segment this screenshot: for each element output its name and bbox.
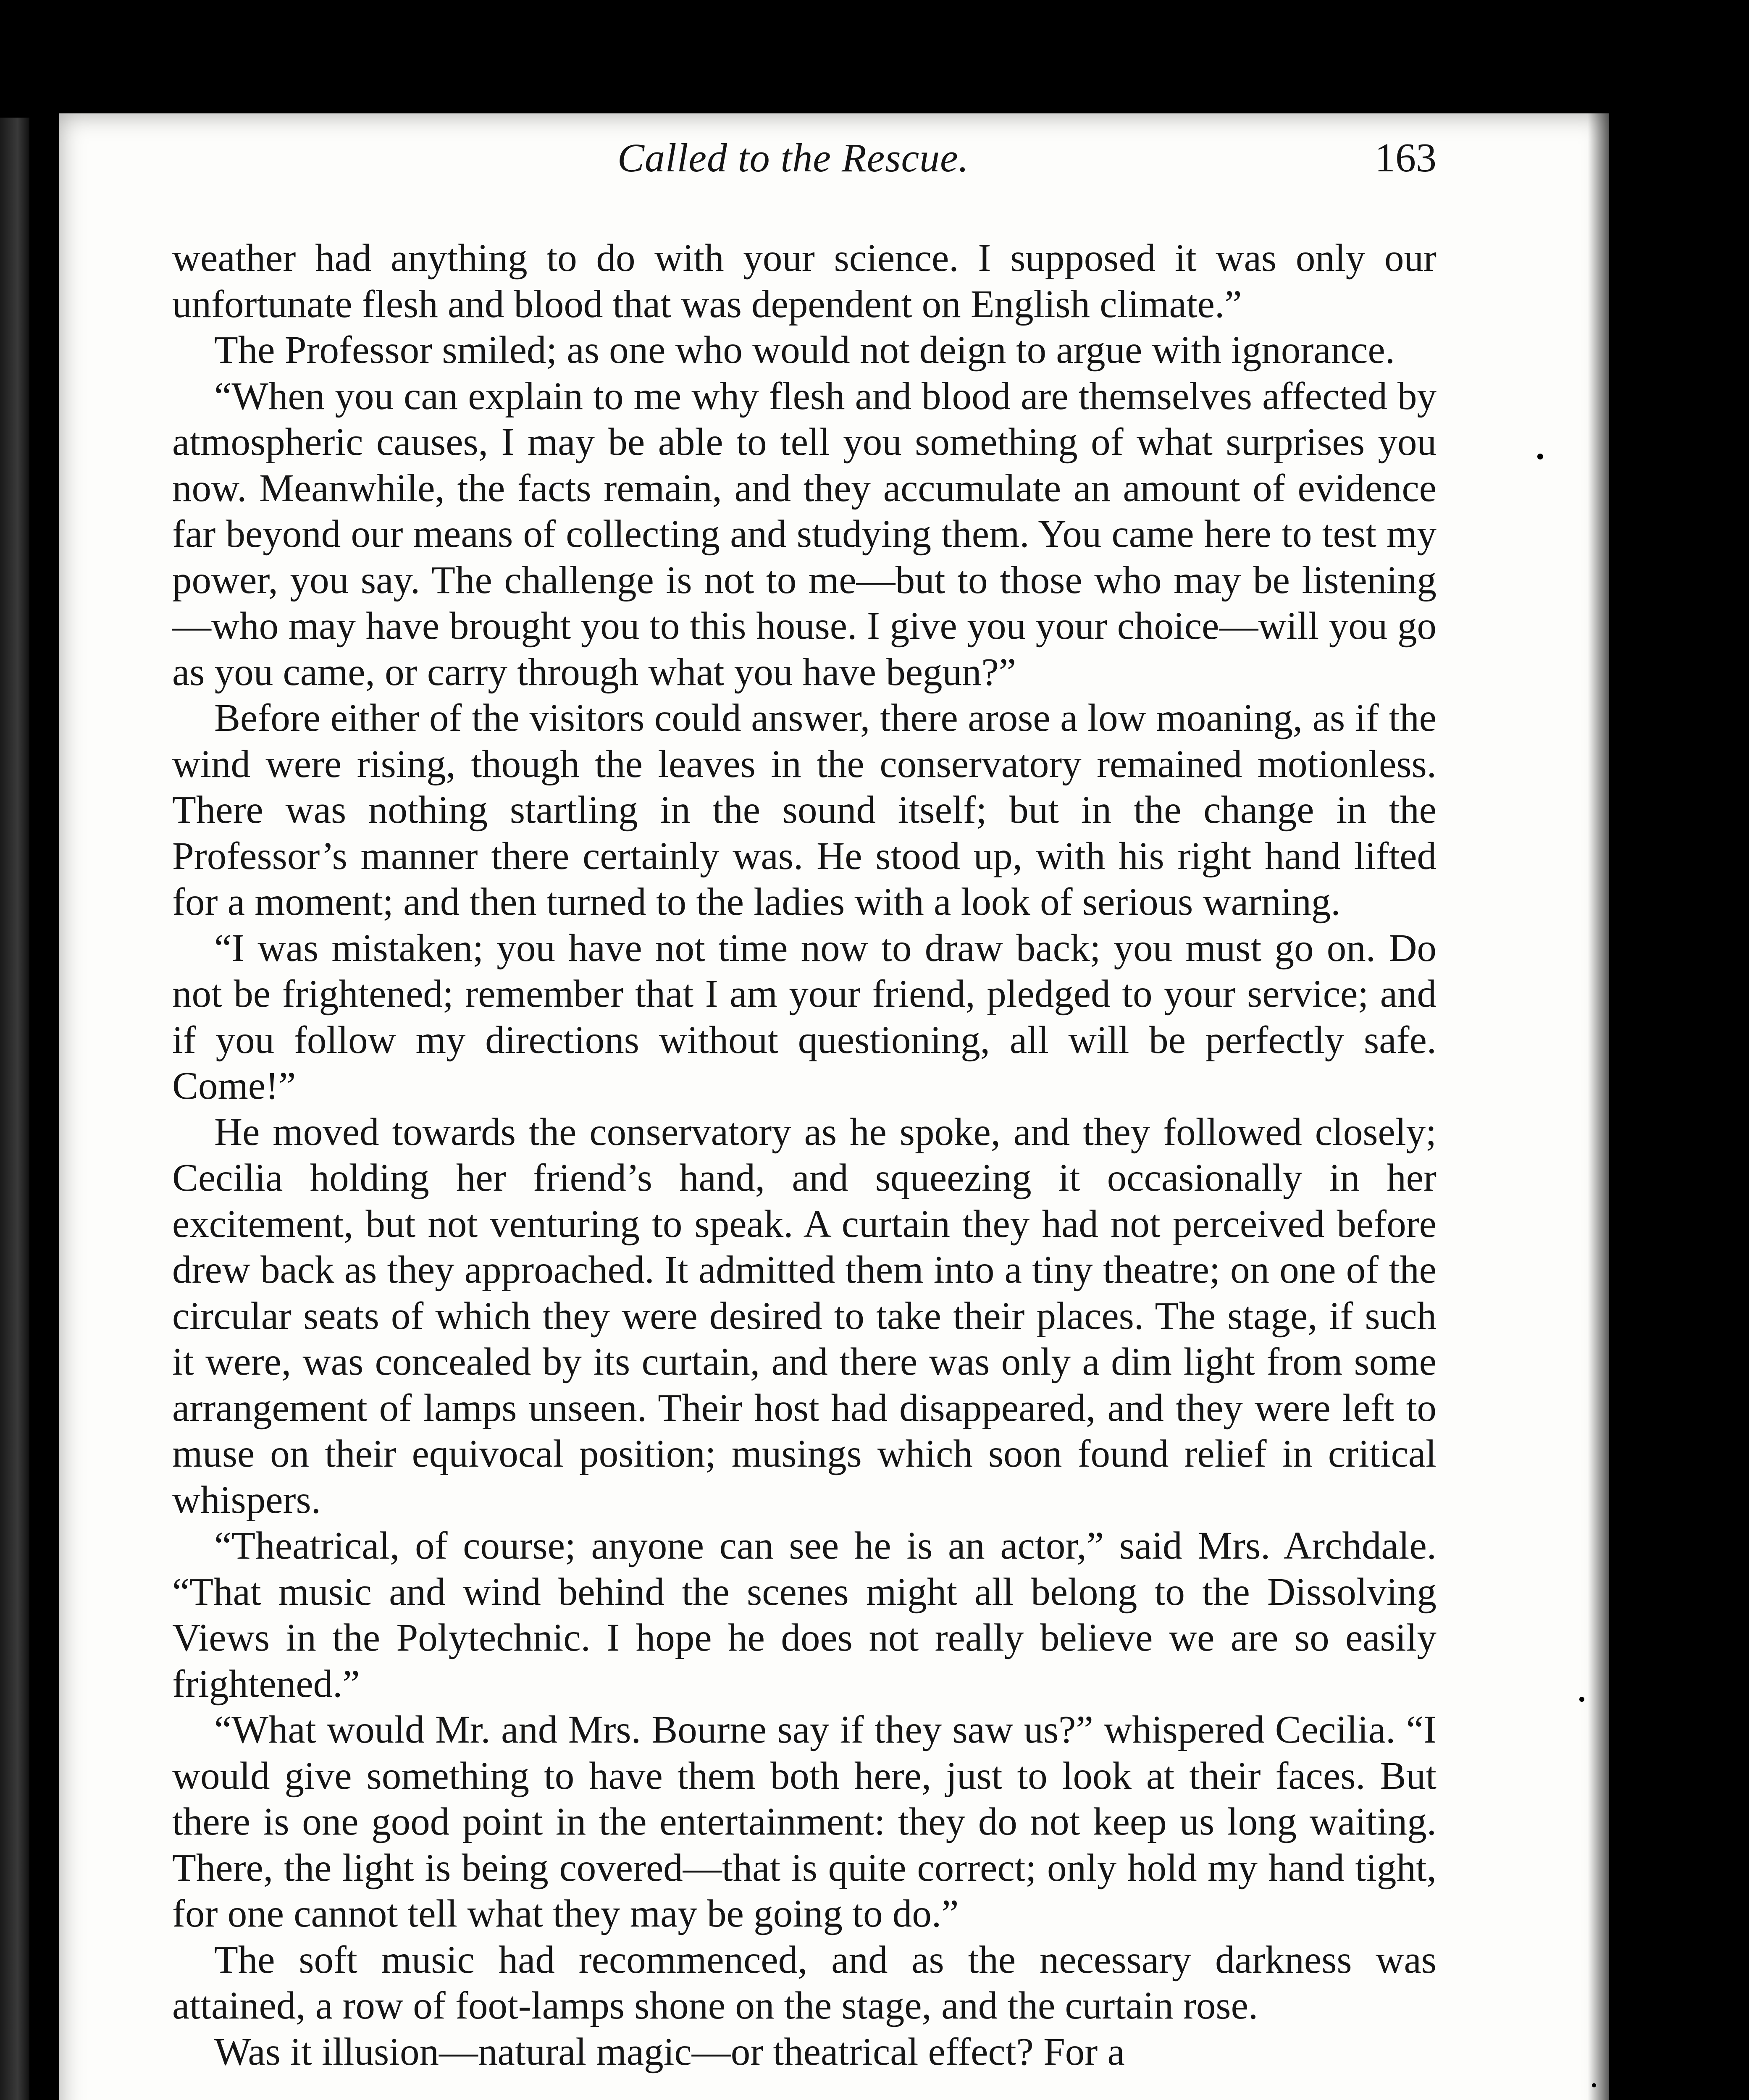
running-title: Called to the Rescue. [617,135,969,180]
scan-speck [1592,2083,1596,2087]
body-text [172,235,1436,2075]
paragraph: The Professor smiled; as one who would not deign to argue with ignorance. [214,328,1395,372]
paragraph-continued: weather had anything to do with your science. I supposed it was only our unfortunate flesh and blood that was dependent on English climate.” [172,236,1436,326]
paragraph: “I was mistaken; you have not time now to draw back; you must go on. Do not be frightened; remember that I am your friend, pledged to your service; and if you follow my directions without questioning, all will be perfectly safe. Come!” [172,926,1436,1108]
paragraph: He moved towards the conservatory as he spoke, and they followed closely; Cecilia holding her friend’s hand, and squeezing it occasionally in her excitement, but not venturing to speak. A curtain they had not perceived before drew back as they approached. It admitted them into a tiny theatre; on one of the circular seats of which they were desired to take their places. The stage, if such it were, was concealed by its curtain, and there was only a dim light from some arrangement of lamps unseen. Their host had disappeared, and they were left to muse on their equivocal position; musings which soon found relief in critical whispers. [172,1110,1436,1522]
paragraph: Before either of the visitors could answer, there arose a low moaning, as if the wind were rising, though the leaves in the conservatory remained motionless. There was nothing startling in the sound itself; but in the change in the Professor’s manner there certainly was. He stood up, with his right hand lifted for a moment; and then turned to the ladies with a look of serious warning. [172,696,1436,924]
paragraph: “Theatrical, of course; anyone can see he is an actor,” said Mrs. Archdale. “That music and wind behind the scenes might all belong to the Dissolving Views in the Polytechnic. I hope he does not really believe we are so easily frightened.” [172,1524,1436,1706]
scan-speck [1579,1697,1584,1702]
scan-speck [1537,454,1543,459]
page-number: 163 [1375,135,1436,181]
book-spine-edge [0,118,29,2100]
paragraph: The soft music had recommenced, and as the necessary darkness was attained, a row of foot-lamps shone on the stage, and the curtain rose. [172,1938,1436,2027]
paragraph: Was it illusion—natural magic—or theatrical effect? For a [214,2030,1125,2074]
paragraph: “What would Mr. and Mrs. Bourne say if they saw us?” whispered Cecilia. “I would give something to have them both here, just to look at their faces. But there is one good point in the entertainment: they do not keep us long waiting. There, the light is being covered—that is quite correct; only hold my hand tight, for one cannot tell what they may be going to do.” [172,1708,1436,1935]
paragraph: “When you can explain to me why flesh and blood are themselves affected by atmospheric causes, I may be able to tell you something of what surprises you now. Meanwhile, the facts remain, and they accumulate an amount of evidence far beyond our means of collecting and studying them. You came here to test my power, you say. The challenge is not to me—but to those who may be listening—who may have brought you to this house. I give you your choice—will you go as you came, or carry through what you have begun?” [172,374,1436,694]
page-header [172,134,1436,193]
page-edge-shadow [1588,113,1609,2100]
